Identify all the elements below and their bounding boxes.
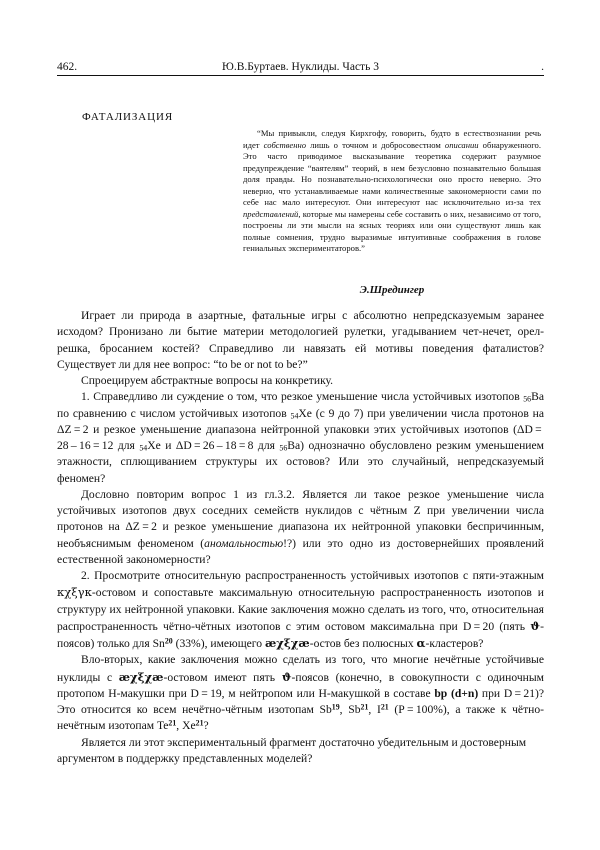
body-text — [57, 308, 544, 767]
p6-sup-21-d: 21 — [195, 718, 204, 728]
p5-text-3: -поясов) только для Sn — [57, 619, 544, 650]
p5-theta-symbol: ϑ — [530, 618, 541, 633]
paragraph-4 — [57, 487, 544, 568]
book-title: Ю.В.Буртаев. Нуклиды. Часть 3 — [222, 61, 379, 73]
epigraph-signature: Э.Шредингер — [359, 284, 425, 296]
p6-theta-symbol: ϑ — [281, 669, 292, 684]
running-header-row — [57, 60, 544, 76]
epigraph-text-1: “Мы привыкли, следуя Кирхгофу, говорить, будто в естествознании речь идет — [243, 128, 541, 150]
p4-italic-anomalnostyu: аномальностью — [204, 536, 284, 550]
p3-sub-54: 54 — [290, 411, 299, 421]
paragraph-1: Играет ли природа в азартные, фатальные игры с абсолютно непредсказуемым заранее исходом? Пронизано ли бытие материи методологией рулетки, угадыванием чет-нечет, орел-решка, бросанием костей? Справедливо ли навязать ей мотивы поведения фаталистов? Существует ли для нее вопрос: “to be or not to be?” — [57, 309, 544, 371]
epigraph-paragraph — [243, 128, 541, 255]
p6-text-2: -остовом имеют пять — [163, 670, 282, 684]
p3-text-4: Xe и ΔD = 26 – 18 = 8 для — [147, 439, 280, 452]
p6-text-6: , I — [368, 703, 381, 716]
running-header — [57, 60, 544, 80]
paragraph-6 — [57, 652, 544, 734]
p5-text-2: -остовом и сопоставьте максимальную относительную распространенность изотопов и структуру их нейтронной упаковки. Какие заключения можно сделать из того, что, относительная распространенность чётно-чётных изотопов с этим остовом максимальна при D = 20 (пять — [57, 586, 544, 633]
p3-sub-56-b: 56 — [279, 443, 288, 453]
p3-text-2: Ba по сравнению с числом устойчивых изотопов — [57, 390, 544, 420]
p6-sup-21-b: 21 — [380, 702, 389, 712]
p6-skeleton-symbol-1: æχξχæ — [118, 669, 164, 684]
p6-sup-21-a: 21 — [360, 702, 369, 712]
p6-bold-bp-dn: bp (d+n) — [434, 686, 479, 700]
p6-sup-19: 19 — [331, 702, 340, 712]
page-number: 462. — [57, 61, 78, 73]
p5-text-4: (33%), имеющего — [172, 637, 265, 650]
p6-sup-21-c: 21 — [168, 718, 177, 728]
p3-text-1: 1. Справедливо ли суждение о том, что резкое уменьшение числа устойчивых изотопов — [81, 390, 524, 404]
p5-skeleton-symbol-1: кχξγк — [57, 585, 92, 600]
p6-text-9: ? — [203, 719, 209, 733]
p3-sub-54-b: 54 — [139, 443, 148, 453]
p5-skeleton-symbol-2: æχξχæ — [264, 636, 310, 650]
p5-text-6: -кластеров? — [425, 637, 484, 650]
paragraph-3 — [57, 389, 544, 487]
paragraph-5 — [57, 568, 544, 652]
p3-sub-56: 56 — [523, 394, 532, 404]
p5-alpha-symbol: α — [416, 636, 426, 650]
p5-text-5: -остов без полюсных — [309, 637, 417, 650]
p5-text-1: 2. Просмотрите относительную распространенность устойчивых изотопов с пяти-этажным — [81, 569, 544, 582]
p6-text-7: (P = 100%), а также к чётно-нечётным изотопам Te — [57, 703, 545, 733]
epigraph-italic-sobstvenno: собственно — [263, 139, 307, 150]
epigraph-italic-predstavlenii: представлений — [243, 208, 299, 219]
p6-text-8: , Xe — [176, 719, 196, 733]
epigraph-block — [243, 128, 541, 255]
epigraph-text-4: , которые мы намерены себе составить о них, независимо от того, построены ли эти мысли на ясных теориях или они существуют лишь как полные сомнения, трудно выразимые интуитивные соображения в голове гениальных экспериментаторов.” — [243, 208, 541, 253]
p3-text-3: Xe (с 9 до 7) при увеличении числа протонов на ΔZ = 2 и резкое уменьшение диапазона нейтронной упаковки этих устойчивых изотопов (ΔD = 28 – 16 = 12 для — [57, 406, 544, 452]
p6-text-5: , Sb — [339, 703, 361, 716]
epigraph-text-3: обнаруженного. Это часто приводимое высказывание теоретика содержит разумное предупреждение “ваятелям” теорий, в нем безусловно познавательно большая доля правды. Но познавательно-психологически оно просто неверно. Это неверно, что устанавливаемые нами количественные закономерности сами по себе нас мало интересуют. Они интересуют нас исключительно из-за тех — [243, 139, 542, 207]
p5-sup-20: 20 — [164, 636, 173, 646]
epigraph-italic-opisanii: описании — [444, 139, 479, 150]
p6-text-3: -поясов (конечно, в совокупности с одиночным протопом Н-макушки при D = 19, м нейтропом или Н-макушкой в составе — [57, 670, 544, 700]
paragraph-7: Является ли этот экспериментальный фрагмент достаточно убедительным и достоверным аргументом в поддержку представленных моделей? — [57, 735, 527, 765]
section-title: ФАТАЛИЗАЦИЯ — [82, 111, 174, 123]
p4-text-1: Дословно повторим вопрос 1 из гл.3.2. Является ли такое резкое уменьшение числа устойчивых изотопов двух соседних семейств нуклидов с чётным Z при увеличении числа протонов на ΔZ = 2 и резкое уменьшение диапазона их нейтронной упаковки беспричинным, необъяснимым феноменом ( — [57, 487, 544, 550]
header-tail-dot: . — [541, 61, 544, 73]
p4-text-2: !?) или это одно из достовернейших проявлений естественной закономерности? — [57, 536, 544, 566]
p6-text-4: при D = 21)? Это относится ко всем нечётно-чётным изотопам Sb — [57, 686, 545, 716]
p3-text-5: Ba) однозначно обусловлено резким уменьшением этажности, сплющиванием структуры их остовов? Или это случайный, непредсказуемый феномен? — [57, 439, 544, 485]
p6-text-1: Вло-вторых, какие заключения можно сделать из того, что многие нечётные устойчивые нуклиды с — [57, 653, 544, 684]
paragraph-2: Спроецируем абстрактные вопросы на конкретику. — [81, 374, 334, 387]
epigraph-text-2: лишь о точном и добросовестном — [306, 139, 445, 150]
